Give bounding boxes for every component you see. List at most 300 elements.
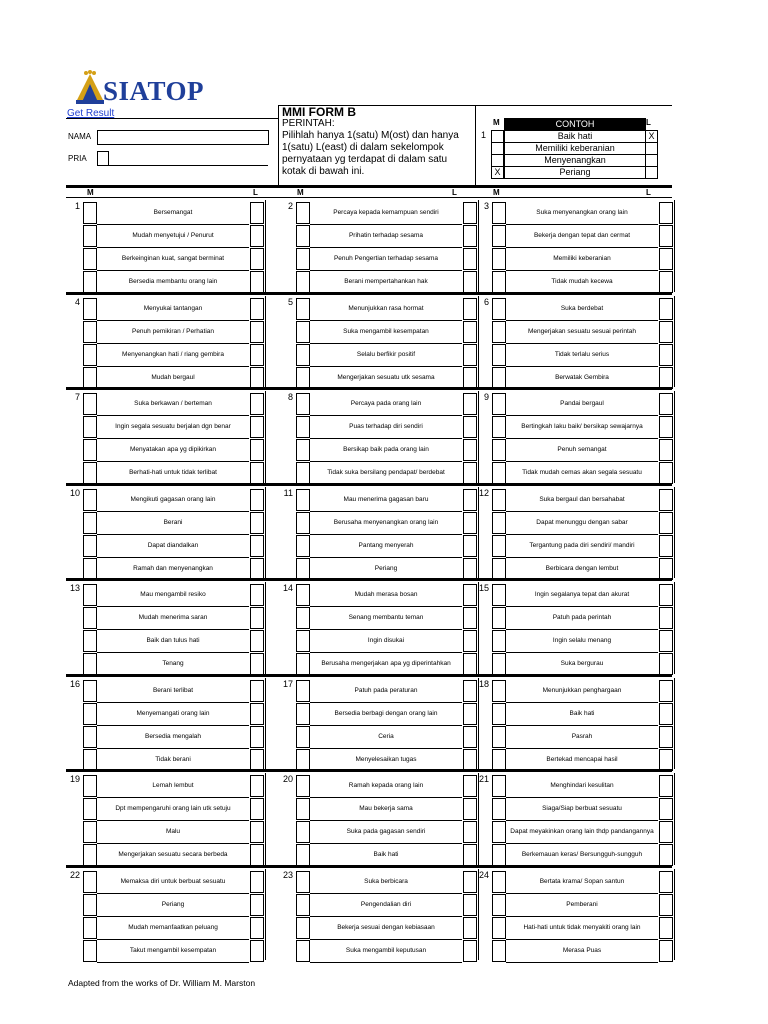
least-checkbox[interactable]	[250, 558, 264, 580]
group-number: 24	[478, 869, 489, 880]
least-checkbox[interactable]	[463, 630, 477, 652]
most-checkbox[interactable]	[83, 271, 97, 293]
statement-text: Berkemauan keras/ Bersungguh-sungguh	[521, 851, 643, 858]
least-checkbox[interactable]	[250, 940, 264, 962]
most-checkbox[interactable]	[492, 680, 506, 702]
most-checkbox[interactable]	[83, 512, 97, 534]
most-checkbox[interactable]	[83, 393, 97, 415]
most-checkbox[interactable]	[492, 321, 506, 343]
least-checkbox[interactable]	[250, 367, 264, 389]
example-l-box	[645, 166, 658, 179]
least-checkbox[interactable]	[659, 439, 673, 461]
group-number: 8	[287, 392, 293, 402]
most-checkbox[interactable]	[492, 558, 506, 580]
most-checkbox[interactable]	[296, 844, 310, 866]
least-checkbox[interactable]	[659, 535, 673, 557]
statement-text: Ingin selalu menang	[552, 637, 612, 644]
most-checkbox[interactable]	[296, 321, 310, 343]
most-checkbox[interactable]	[296, 393, 310, 415]
most-checkbox[interactable]	[492, 630, 506, 652]
statement-text: Patuh pada peraturan	[354, 686, 418, 694]
statement-text: Dapat menunggu dengan sabar	[536, 518, 628, 526]
most-checkbox[interactable]	[296, 630, 310, 652]
most-checkbox[interactable]	[492, 775, 506, 797]
least-checkbox[interactable]	[659, 775, 673, 797]
col-l-header: L	[646, 188, 651, 197]
most-checkbox[interactable]	[492, 298, 506, 320]
least-checkbox[interactable]	[463, 894, 477, 916]
most-checkbox[interactable]	[83, 367, 97, 389]
most-checkbox[interactable]	[492, 439, 506, 461]
least-checkbox[interactable]	[463, 558, 477, 580]
statement-text: Suka menyenangkan orang lain	[536, 209, 628, 216]
least-checkbox[interactable]	[250, 680, 264, 702]
least-checkbox[interactable]	[659, 271, 673, 293]
least-checkbox[interactable]	[463, 653, 477, 675]
column-divider	[265, 487, 266, 579]
least-checkbox[interactable]	[250, 844, 264, 866]
most-checkbox[interactable]	[83, 535, 97, 557]
statement-text: Suka mengambil keputusan	[345, 946, 427, 954]
least-checkbox[interactable]	[250, 871, 264, 893]
statement-text: Ramah dan menyenangkan	[133, 564, 213, 572]
least-checkbox[interactable]	[250, 202, 264, 224]
least-checkbox[interactable]	[463, 462, 477, 484]
least-checkbox[interactable]	[659, 607, 673, 629]
least-checkbox[interactable]	[250, 821, 264, 843]
most-checkbox[interactable]	[296, 653, 310, 675]
least-checkbox[interactable]	[250, 462, 264, 484]
most-checkbox[interactable]	[83, 680, 97, 702]
most-checkbox[interactable]	[492, 535, 506, 557]
least-checkbox[interactable]	[659, 584, 673, 606]
most-checkbox[interactable]	[83, 225, 97, 247]
most-checkbox[interactable]	[83, 653, 97, 675]
least-checkbox[interactable]	[659, 871, 673, 893]
statement-text: Memaksa diri untuk berbuat sesuatu	[120, 877, 226, 885]
most-checkbox[interactable]	[492, 844, 506, 866]
least-checkbox[interactable]	[463, 844, 477, 866]
instructions-title: PERINTAH:	[282, 118, 335, 129]
least-checkbox[interactable]	[250, 439, 264, 461]
most-checkbox[interactable]	[296, 584, 310, 606]
statement-text: Mengikuti gagasan orang lain	[130, 495, 216, 503]
most-checkbox[interactable]	[83, 821, 97, 843]
statement-text: Mudah menerima saran	[138, 614, 208, 621]
statement-text: Siaga/Siap berbuat sesuatu	[542, 805, 622, 812]
column-divider	[674, 200, 675, 292]
most-checkbox[interactable]	[83, 775, 97, 797]
group-divider	[66, 292, 672, 295]
most-checkbox[interactable]	[492, 489, 506, 511]
least-checkbox[interactable]	[659, 680, 673, 702]
group-divider	[66, 387, 672, 390]
most-checkbox[interactable]	[83, 298, 97, 320]
most-checkbox[interactable]	[296, 248, 310, 270]
statement-text: Tidak mudah cemas akan segala sesuatu	[522, 469, 642, 476]
statement-text: Tenang	[162, 660, 184, 667]
least-checkbox[interactable]	[463, 344, 477, 366]
least-checkbox[interactable]	[659, 225, 673, 247]
statement-text: Takut mengambil kesempatan	[129, 946, 217, 954]
most-checkbox[interactable]	[492, 271, 506, 293]
least-checkbox[interactable]	[250, 512, 264, 534]
least-checkbox[interactable]	[463, 535, 477, 557]
column-divider	[265, 582, 266, 674]
example-statement: Memiliki keberanian	[504, 142, 646, 155]
most-checkbox[interactable]	[296, 821, 310, 843]
most-checkbox[interactable]	[296, 917, 310, 939]
divider	[108, 165, 268, 166]
divider	[66, 118, 278, 119]
statement-text: Berkeinginan kuat, sangat berminat	[121, 255, 225, 262]
most-checkbox[interactable]	[83, 584, 97, 606]
most-checkbox[interactable]	[492, 225, 506, 247]
most-checkbox[interactable]	[83, 558, 97, 580]
least-checkbox[interactable]	[250, 416, 264, 438]
most-checkbox[interactable]	[83, 917, 97, 939]
most-checkbox[interactable]	[296, 202, 310, 224]
most-checkbox[interactable]	[296, 298, 310, 320]
most-checkbox[interactable]	[492, 607, 506, 629]
column-divider	[478, 773, 479, 865]
most-checkbox[interactable]	[296, 271, 310, 293]
least-checkbox[interactable]	[659, 462, 673, 484]
least-checkbox[interactable]	[659, 798, 673, 820]
statement-text: Tidak berani	[155, 755, 191, 763]
most-checkbox[interactable]	[83, 798, 97, 820]
most-checkbox[interactable]	[296, 225, 310, 247]
most-checkbox[interactable]	[296, 680, 310, 702]
least-checkbox[interactable]	[250, 344, 264, 366]
column-divider	[265, 391, 266, 483]
most-checkbox[interactable]	[83, 940, 97, 962]
statement-text: Mengerjakan sesuatu sesuai perintah	[527, 327, 637, 335]
column-divider	[478, 582, 479, 674]
least-checkbox[interactable]	[463, 416, 477, 438]
statement-text: Berani mempertahankan hak	[344, 278, 428, 285]
least-checkbox[interactable]	[463, 607, 477, 629]
most-checkbox[interactable]	[296, 344, 310, 366]
most-checkbox[interactable]	[492, 462, 506, 484]
least-checkbox[interactable]	[463, 798, 477, 820]
pria-label: PRIA	[68, 154, 87, 163]
column-divider	[478, 391, 479, 483]
most-checkbox[interactable]	[83, 894, 97, 916]
statement-text: Prihatin terhadap sesama	[348, 232, 424, 239]
least-checkbox[interactable]	[463, 367, 477, 389]
most-checkbox[interactable]	[83, 871, 97, 893]
most-checkbox[interactable]	[83, 749, 97, 771]
statement-text: Menunjukkan penghargaan	[542, 686, 622, 694]
most-checkbox[interactable]	[296, 512, 310, 534]
group-number: 2	[287, 201, 293, 211]
least-checkbox[interactable]	[463, 821, 477, 843]
least-checkbox[interactable]	[659, 416, 673, 438]
least-checkbox[interactable]	[463, 248, 477, 270]
least-checkbox[interactable]	[659, 749, 673, 771]
statement-text: Bertingkah laku baik/ bersikap sewajarnya	[521, 423, 643, 430]
group-number: 18	[478, 678, 489, 689]
least-checkbox[interactable]	[250, 271, 264, 293]
statement-text: Suka berdebat	[560, 304, 604, 312]
statement-text: Ingin segalanya tepat dan akurat	[534, 591, 630, 598]
group-number: 6	[483, 296, 489, 307]
most-checkbox[interactable]	[83, 844, 97, 866]
footer-credit: Adapted from the works of Dr. William M. Marston	[68, 978, 256, 988]
statement-text: Tidak suka bersilang pendapat/ berdebat	[327, 469, 445, 476]
divider	[66, 197, 672, 198]
most-checkbox[interactable]	[492, 894, 506, 916]
statement-text: Periang	[161, 900, 185, 908]
least-checkbox[interactable]	[250, 489, 264, 511]
most-checkbox[interactable]	[296, 726, 310, 748]
least-checkbox[interactable]	[659, 940, 673, 962]
least-checkbox[interactable]	[463, 726, 477, 748]
least-checkbox[interactable]	[659, 558, 673, 580]
statement-text: Dapat meyakinkan orang lain thdp pandangannya	[510, 828, 654, 835]
most-checkbox[interactable]	[83, 439, 97, 461]
least-checkbox[interactable]	[659, 344, 673, 366]
column-divider	[265, 869, 266, 961]
least-checkbox[interactable]	[463, 225, 477, 247]
least-checkbox[interactable]	[659, 894, 673, 916]
statement-text: Bersemangat	[153, 209, 193, 216]
most-checkbox[interactable]	[492, 940, 506, 962]
group-number: 14	[282, 583, 293, 593]
pria-field[interactable]	[97, 151, 109, 166]
least-checkbox[interactable]	[659, 248, 673, 270]
most-checkbox[interactable]	[296, 894, 310, 916]
most-checkbox[interactable]	[83, 248, 97, 270]
row-divider	[310, 962, 462, 963]
statement-text: Periang	[374, 564, 398, 572]
statement-text: Suka pada gagasan sendiri	[346, 828, 426, 835]
least-checkbox[interactable]	[659, 512, 673, 534]
statement-text: Berhati-hati untuk tidak terlibat	[129, 469, 217, 476]
group-number: 3	[483, 201, 489, 211]
statement-text: Dpt mempengaruhi orang lain utk setuju	[115, 805, 231, 812]
least-checkbox[interactable]	[250, 393, 264, 415]
group-number: 16	[69, 678, 80, 689]
least-checkbox[interactable]	[463, 940, 477, 962]
least-checkbox[interactable]	[250, 607, 264, 629]
most-checkbox[interactable]	[492, 917, 506, 939]
least-checkbox[interactable]	[250, 726, 264, 748]
most-checkbox[interactable]	[83, 489, 97, 511]
statement-text: Berani	[163, 518, 183, 526]
most-checkbox[interactable]	[492, 653, 506, 675]
example-l-box: X	[645, 130, 658, 143]
most-checkbox[interactable]	[296, 489, 310, 511]
most-checkbox[interactable]	[296, 703, 310, 725]
least-checkbox[interactable]	[250, 248, 264, 270]
statement-text: Pemberani	[566, 900, 598, 908]
most-checkbox[interactable]	[492, 726, 506, 748]
most-checkbox[interactable]	[492, 344, 506, 366]
example-l-label: L	[646, 118, 651, 127]
least-checkbox[interactable]	[250, 535, 264, 557]
least-checkbox[interactable]	[659, 489, 673, 511]
least-checkbox[interactable]	[659, 726, 673, 748]
statement-text: Menyelesaikan tugas	[355, 755, 417, 763]
statement-text: Selalu berfikir positif	[356, 350, 416, 358]
most-checkbox[interactable]	[492, 821, 506, 843]
section-divider	[66, 185, 672, 188]
least-checkbox[interactable]	[250, 225, 264, 247]
most-checkbox[interactable]	[296, 775, 310, 797]
least-checkbox[interactable]	[463, 512, 477, 534]
most-checkbox[interactable]	[296, 439, 310, 461]
statement-text: Dapat diandalkan	[147, 541, 199, 549]
least-checkbox[interactable]	[463, 917, 477, 939]
most-checkbox[interactable]	[492, 248, 506, 270]
statement-text: Bersedia membantu orang lain	[128, 278, 218, 285]
column-divider	[674, 296, 675, 388]
most-checkbox[interactable]	[492, 202, 506, 224]
statement-text: Baik hati	[569, 709, 595, 717]
most-checkbox[interactable]	[296, 940, 310, 962]
statement-text: Ingin segala sesuatu berjalan dgn benar	[115, 423, 231, 430]
least-checkbox[interactable]	[250, 321, 264, 343]
least-checkbox[interactable]	[250, 703, 264, 725]
least-checkbox[interactable]	[250, 749, 264, 771]
statement-text: Suka bergaul dan bersahabat	[539, 495, 625, 503]
example-m-box: X	[491, 166, 504, 179]
column-divider	[478, 487, 479, 579]
group-divider	[66, 769, 672, 772]
statement-text: Puas terhadap diri sendiri	[349, 423, 423, 430]
least-checkbox[interactable]	[463, 703, 477, 725]
example-statement: Baik hati	[504, 130, 646, 143]
statement-text: Penuh semangat	[557, 446, 607, 453]
statement-text: Percaya pada orang lain	[350, 400, 422, 407]
least-checkbox[interactable]	[250, 298, 264, 320]
statement-text: Bertekad mencapai hasil	[546, 755, 618, 763]
most-checkbox[interactable]	[83, 321, 97, 343]
most-checkbox[interactable]	[83, 462, 97, 484]
most-checkbox[interactable]	[83, 202, 97, 224]
least-checkbox[interactable]	[463, 439, 477, 461]
most-checkbox[interactable]	[83, 703, 97, 725]
most-checkbox[interactable]	[83, 630, 97, 652]
least-checkbox[interactable]	[659, 298, 673, 320]
least-checkbox[interactable]	[659, 844, 673, 866]
column-divider	[478, 200, 479, 292]
statement-text: Mudah merasa bosan	[354, 591, 418, 598]
column-divider	[265, 296, 266, 388]
most-checkbox[interactable]	[83, 726, 97, 748]
group-divider	[66, 483, 672, 486]
most-checkbox[interactable]	[296, 462, 310, 484]
most-checkbox[interactable]	[492, 393, 506, 415]
least-checkbox[interactable]	[250, 584, 264, 606]
statement-text: Menyukai tantangan	[143, 304, 203, 312]
col-l-header: L	[452, 188, 457, 197]
most-checkbox[interactable]	[296, 535, 310, 557]
least-checkbox[interactable]	[250, 653, 264, 675]
least-checkbox[interactable]	[659, 367, 673, 389]
most-checkbox[interactable]	[83, 416, 97, 438]
least-checkbox[interactable]	[250, 894, 264, 916]
statement-text: Penuh Pengertian terhadap sesama	[333, 255, 439, 262]
statement-text: Mengerjakan sesuatu utk sesama	[337, 373, 435, 381]
least-checkbox[interactable]	[463, 271, 477, 293]
most-checkbox[interactable]	[296, 558, 310, 580]
least-checkbox[interactable]	[250, 630, 264, 652]
statement-text: Ramah kepada orang lain	[348, 782, 424, 789]
most-checkbox[interactable]	[83, 344, 97, 366]
least-checkbox[interactable]	[463, 749, 477, 771]
least-checkbox[interactable]	[463, 321, 477, 343]
statement-text: Bersedia mengalah	[144, 732, 201, 740]
most-checkbox[interactable]	[492, 367, 506, 389]
least-checkbox[interactable]	[659, 703, 673, 725]
statement-text: Menghindari kesulitan	[550, 782, 614, 789]
brand-name: SIATOP	[103, 76, 205, 106]
most-checkbox[interactable]	[492, 416, 506, 438]
statement-text: Mudah memanfaatkan peluang	[128, 923, 218, 931]
most-checkbox[interactable]	[492, 584, 506, 606]
group-divider	[66, 865, 672, 868]
least-checkbox[interactable]	[659, 653, 673, 675]
row-divider	[506, 962, 658, 963]
statement-text: Ingin disukai	[367, 637, 405, 644]
group-number: 5	[287, 296, 293, 307]
least-checkbox[interactable]	[659, 917, 673, 939]
least-checkbox[interactable]	[659, 202, 673, 224]
divider	[475, 105, 476, 185]
least-checkbox[interactable]	[250, 775, 264, 797]
least-checkbox[interactable]	[659, 393, 673, 415]
statement-text: Tergantung pada diri sendiri/ mandiri	[529, 541, 635, 549]
most-checkbox[interactable]	[492, 798, 506, 820]
most-checkbox[interactable]	[492, 749, 506, 771]
group-number: 1	[74, 201, 80, 211]
column-divider	[478, 296, 479, 388]
statement-text: Berbicara dengan lembut	[545, 564, 619, 572]
most-checkbox[interactable]	[492, 871, 506, 893]
nama-field[interactable]	[97, 130, 269, 145]
most-checkbox[interactable]	[296, 607, 310, 629]
most-checkbox[interactable]	[296, 367, 310, 389]
column-divider	[674, 678, 675, 770]
most-checkbox[interactable]	[492, 512, 506, 534]
group-number: 23	[282, 869, 293, 880]
least-checkbox[interactable]	[250, 798, 264, 820]
group-divider	[66, 674, 672, 677]
most-checkbox[interactable]	[492, 703, 506, 725]
least-checkbox[interactable]	[659, 821, 673, 843]
most-checkbox[interactable]	[296, 416, 310, 438]
statement-text: Bersikap baik pada orang lain	[343, 446, 429, 453]
least-checkbox[interactable]	[250, 917, 264, 939]
statement-text: Mudah menyetujui / Penurut	[132, 232, 214, 239]
most-checkbox[interactable]	[296, 749, 310, 771]
most-checkbox[interactable]	[83, 607, 97, 629]
statement-text: Memiliki keberanian	[553, 255, 611, 262]
group-number: 17	[282, 678, 293, 689]
col-l-header: L	[253, 188, 258, 197]
least-checkbox[interactable]	[659, 321, 673, 343]
column-divider	[265, 200, 266, 292]
column-divider	[674, 869, 675, 961]
get-result-link[interactable]: Get Result	[67, 108, 115, 119]
most-checkbox[interactable]	[296, 798, 310, 820]
statement-text: Berwatak Gembira	[555, 373, 609, 381]
most-checkbox[interactable]	[296, 871, 310, 893]
least-checkbox[interactable]	[659, 630, 673, 652]
